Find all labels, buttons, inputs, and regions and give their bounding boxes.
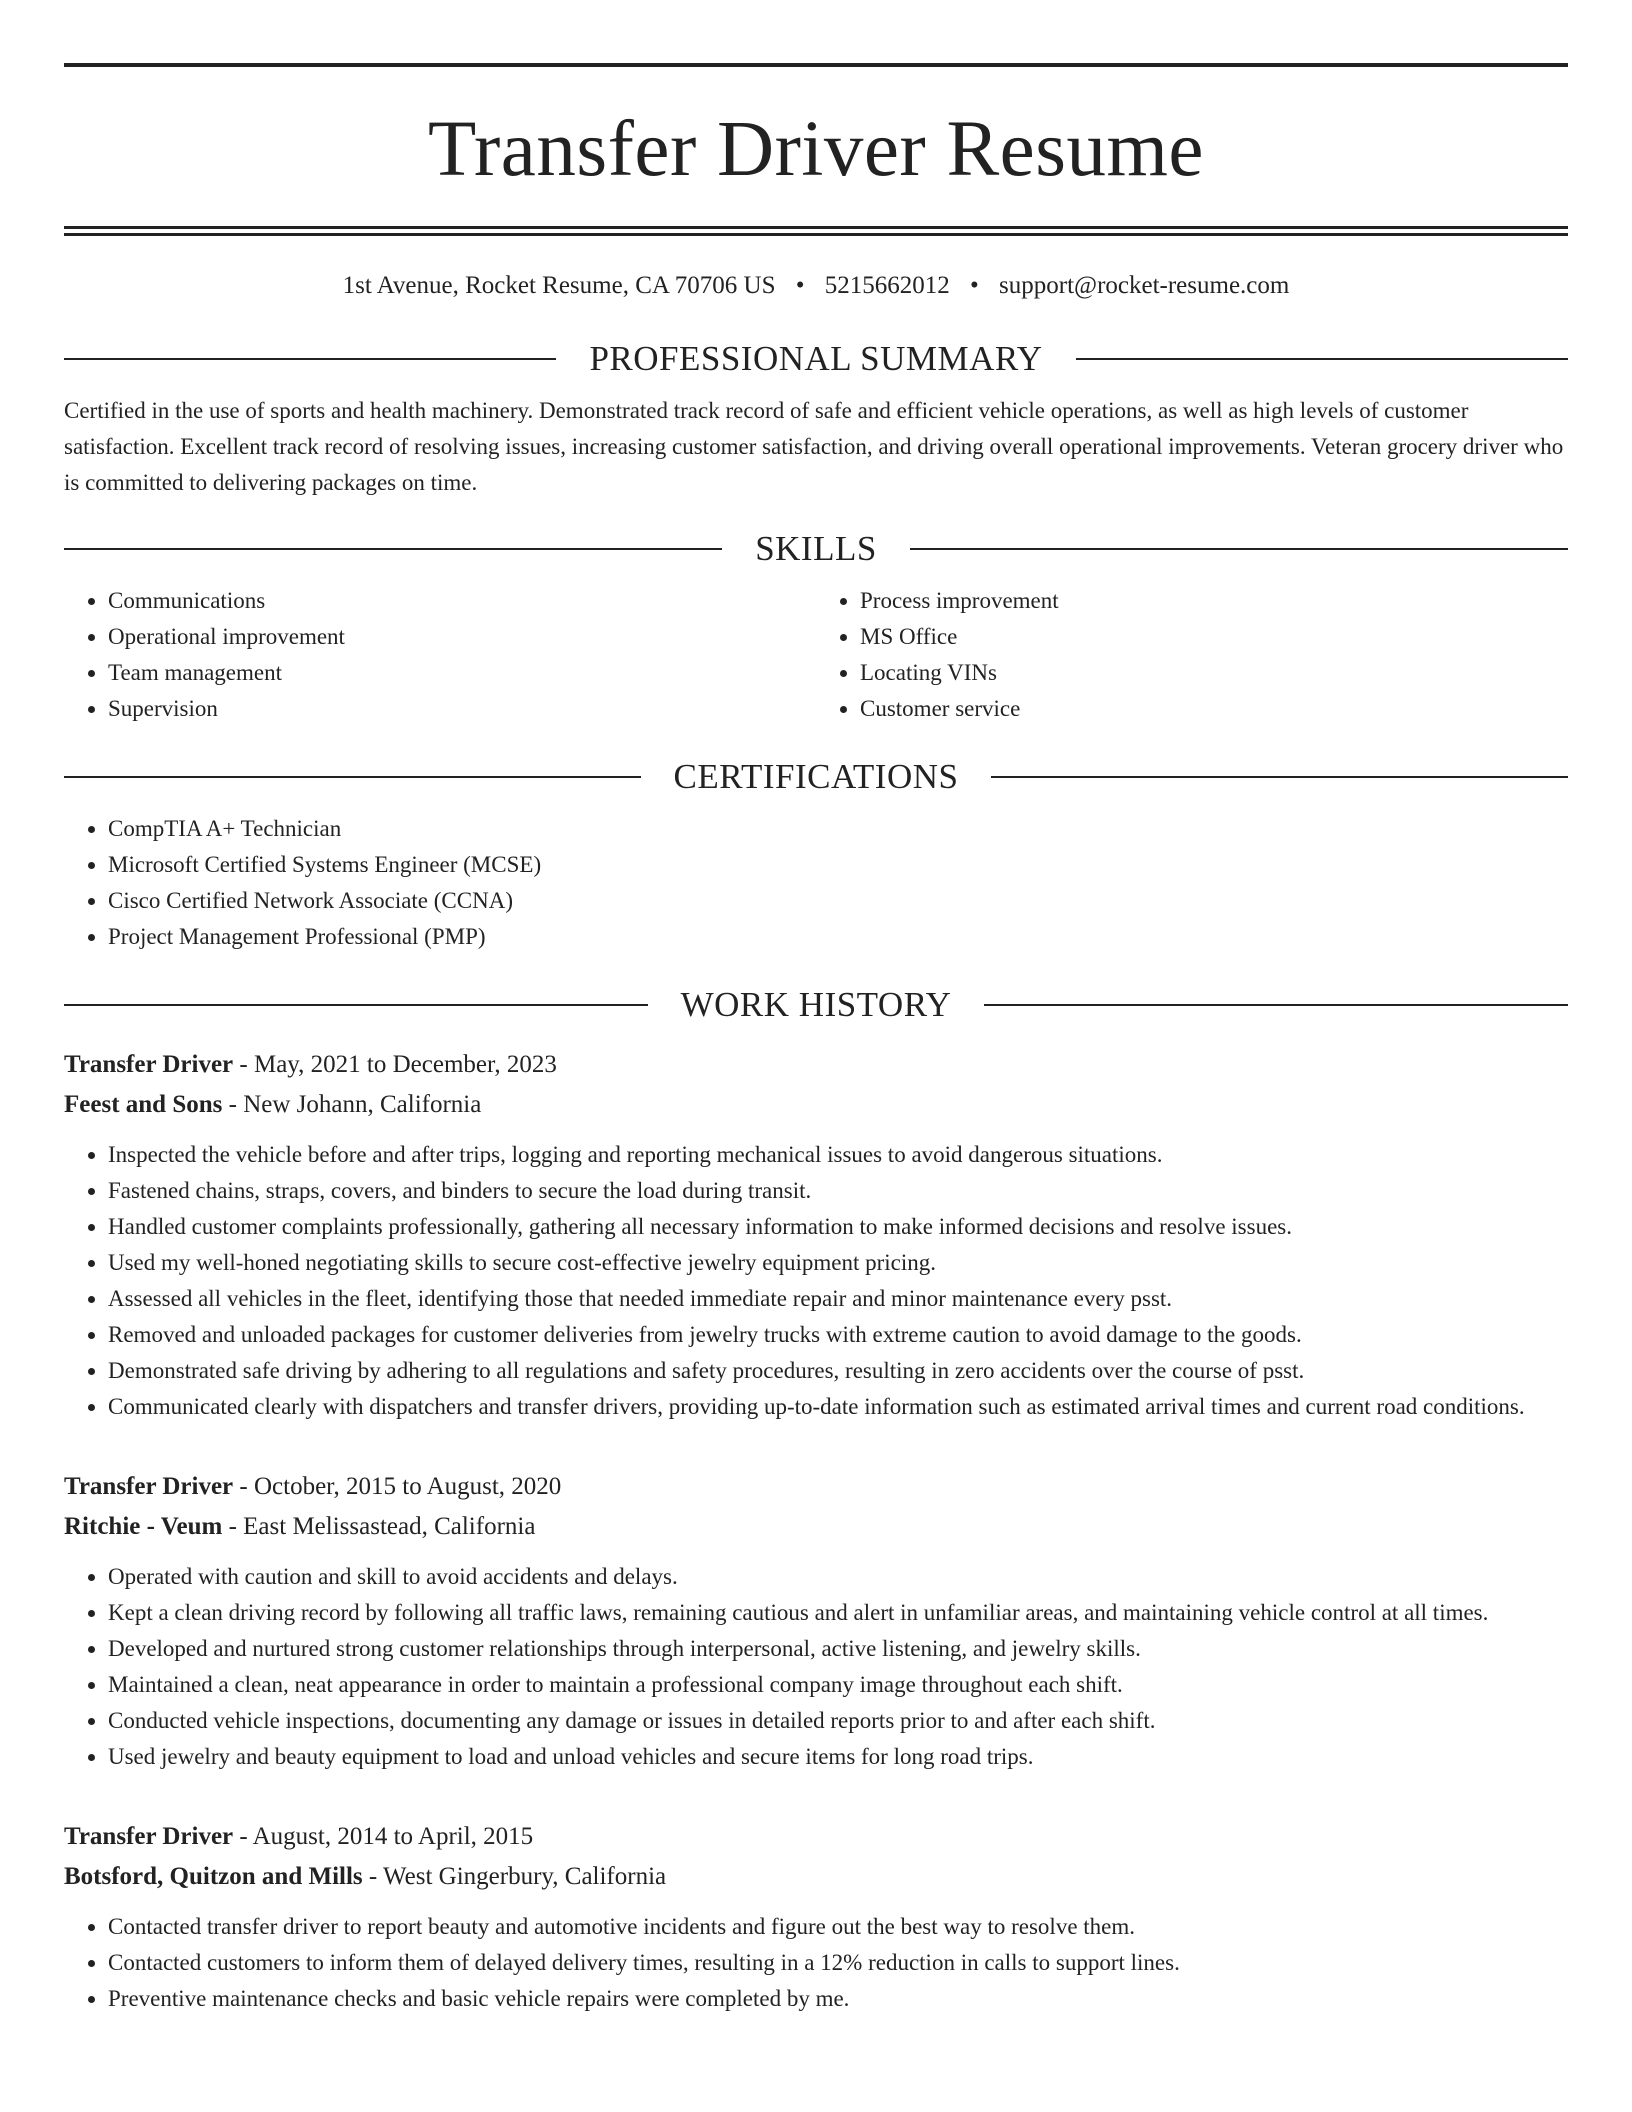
job-bullets xyxy=(64,1909,1568,2017)
job-title-line xyxy=(64,1467,1568,1507)
heading-rule xyxy=(64,1004,648,1006)
skill-item: • Team management xyxy=(108,655,816,691)
job-dates: - August, 2014 to April, 2015 xyxy=(233,1823,534,1850)
job-title: Transfer Driver xyxy=(64,1473,234,1500)
job-bullet: • Contacted customers to inform them of delayed delivery times, resulting in a 12% reduction in calls to support lines. xyxy=(108,1945,1568,1981)
job-company: Feest and Sons xyxy=(64,1091,223,1118)
job-title: Transfer Driver xyxy=(64,1823,234,1850)
contact-phone: 5215662012 xyxy=(824,272,950,299)
job-dates: - May, 2021 to December, 2023 xyxy=(233,1051,557,1078)
heading-rule xyxy=(991,776,1568,778)
contact-email: support@rocket-resume.com xyxy=(999,272,1290,299)
skill-item: • Locating VINs xyxy=(860,655,1568,691)
job-company-line xyxy=(64,1085,1568,1125)
certifications-heading xyxy=(64,755,1568,799)
job-company: Ritchie - Veum xyxy=(64,1513,223,1540)
heading-rule xyxy=(64,548,722,550)
heading-rule xyxy=(64,776,641,778)
job-bullets xyxy=(64,1137,1568,1425)
skill-item: • Communications xyxy=(108,583,816,619)
skill-item: • Process improvement xyxy=(860,583,1568,619)
job-bullet: • Preventive maintenance checks and basic vehicle repairs were completed by me. xyxy=(108,1981,1568,2017)
skills-heading xyxy=(64,527,1568,571)
work-history-heading xyxy=(64,983,1568,1027)
skills-heading-label: SKILLS xyxy=(755,529,877,568)
certifications-heading-label: CERTIFICATIONS xyxy=(673,757,959,796)
skill-item: • Operational improvement xyxy=(108,619,816,655)
certification-item: • CompTIA A+ Technician xyxy=(108,811,1568,847)
job-company-line xyxy=(64,1857,1568,1897)
summary-text: Certified in the use of sports and health machinery. Demonstrated track record of safe and efficient vehicle operations, as well as high levels of customer satisfaction. Excellent track record of resolving issues, increasing customer satisfaction, and driving overall operational improvements. Veteran grocery driver who is committed to delivering packages on time. xyxy=(64,398,1564,495)
job-bullet: • Fastened chains, straps, covers, and binders to secure the load during transit. xyxy=(108,1173,1568,1209)
contact-address: 1st Avenue, Rocket Resume, CA 70706 US xyxy=(342,272,776,299)
job-bullet: • Contacted transfer driver to report beauty and automotive incidents and figure out the best way to resolve them. xyxy=(108,1909,1568,1945)
skills-list-left xyxy=(64,583,816,727)
heading-rule xyxy=(1076,358,1568,360)
job-location: - East Melissastead, California xyxy=(222,1513,536,1540)
job-company-line xyxy=(64,1507,1568,1547)
job-entry xyxy=(64,1045,1568,1425)
job-entry xyxy=(64,1817,1568,2017)
skill-item: • Supervision xyxy=(108,691,816,727)
skills-columns xyxy=(64,583,1568,727)
job-dates: - October, 2015 to August, 2020 xyxy=(233,1473,562,1500)
job-bullet: • Developed and nurtured strong customer relationships through interpersonal, active listening, and jewelry skills. xyxy=(108,1631,1568,1667)
skill-item: • MS Office xyxy=(860,619,1568,655)
job-bullet: • Handled customer complaints professionally, gathering all necessary information to make informed decisions and resolve issues. xyxy=(108,1209,1568,1245)
skill-item: • Customer service xyxy=(860,691,1568,727)
work-history-heading-label: WORK HISTORY xyxy=(680,985,952,1024)
summary-heading xyxy=(64,337,1568,381)
job-location: - New Johann, California xyxy=(222,1091,482,1118)
job-bullet: • Used my well-honed negotiating skills to secure cost-effective jewelry equipment pricing. xyxy=(108,1245,1568,1281)
page-title: Transfer Driver Resume xyxy=(428,106,1204,193)
skills-list-right xyxy=(816,583,1568,727)
job-bullet: • Assessed all vehicles in the fleet, identifying those that needed immediate repair and minor maintenance every psst. xyxy=(108,1281,1568,1317)
job-title-line xyxy=(64,1817,1568,1857)
contact-separator: • xyxy=(795,272,805,299)
resume-page xyxy=(64,0,1568,2017)
job-entry xyxy=(64,1467,1568,1775)
job-title: Transfer Driver xyxy=(64,1051,234,1078)
job-bullet: • Demonstrated safe driving by adhering to all regulations and safety procedures, resulting in zero accidents over the course of psst. xyxy=(108,1353,1568,1389)
job-bullet: • Removed and unloaded packages for customer deliveries from jewelry trucks with extreme caution to avoid damage to the goods. xyxy=(108,1317,1568,1353)
job-bullet: • Kept a clean driving record by following all traffic laws, remaining cautious and alert in unfamiliar areas, and maintaining vehicle control at all times. xyxy=(108,1595,1568,1631)
job-bullet: • Used jewelry and beauty equipment to load and unload vehicles and secure items for long road trips. xyxy=(108,1739,1568,1775)
certification-item: • Cisco Certified Network Associate (CCNA) xyxy=(108,883,1568,919)
job-bullet: • Maintained a clean, neat appearance in order to maintain a professional company image throughout each shift. xyxy=(108,1667,1568,1703)
heading-rule xyxy=(910,548,1568,550)
job-bullet: • Operated with caution and skill to avoid accidents and delays. xyxy=(108,1559,1568,1595)
title-double-rule xyxy=(64,226,1568,236)
heading-rule xyxy=(64,358,556,360)
job-company: Botsford, Quitzon and Mills xyxy=(64,1863,363,1890)
job-location: - West Gingerbury, California xyxy=(362,1863,667,1890)
certification-item: • Microsoft Certified Systems Engineer (MCSE) xyxy=(108,847,1568,883)
job-bullets xyxy=(64,1559,1568,1775)
job-bullet: • Conducted vehicle inspections, documenting any damage or issues in detailed reports prior to and after each shift. xyxy=(108,1703,1568,1739)
job-bullet: • Communicated clearly with dispatchers and transfer drivers, providing up-to-date information such as estimated arrival times and current road conditions. xyxy=(108,1389,1568,1425)
contact-line xyxy=(64,269,1568,303)
job-title-line xyxy=(64,1045,1568,1085)
certification-item: • Project Management Professional (PMP) xyxy=(108,919,1568,955)
top-rule xyxy=(64,63,1568,67)
contact-separator: • xyxy=(970,272,979,299)
heading-rule xyxy=(984,1004,1568,1006)
certifications-list xyxy=(64,811,1568,955)
job-bullet: • Inspected the vehicle before and after trips, logging and reporting mechanical issues to avoid dangerous situations. xyxy=(108,1137,1568,1173)
summary-heading-label: PROFESSIONAL SUMMARY xyxy=(589,339,1043,378)
